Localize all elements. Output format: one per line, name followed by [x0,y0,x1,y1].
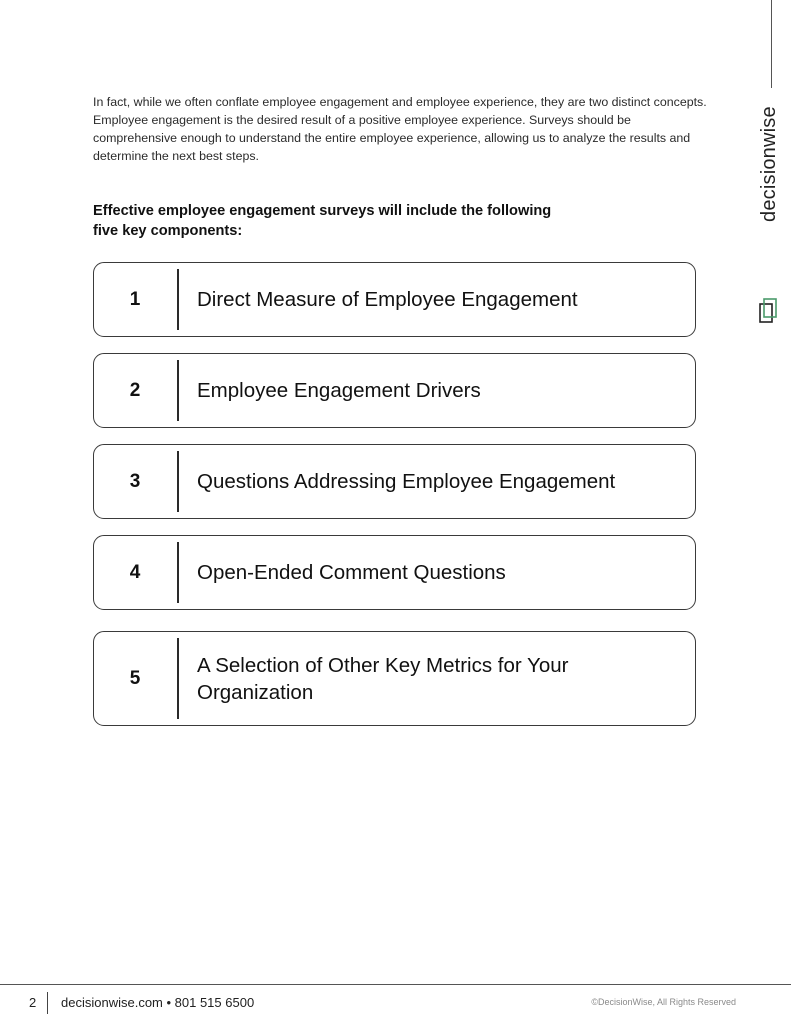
component-label: A Selection of Other Key Metrics for Your Organization [197,653,569,704]
brand-logo [754,96,784,236]
component-number: 3 [129,470,141,492]
footer-separator [47,992,48,1014]
page-number: 2 [29,995,37,1010]
brand-name: decisionwise [758,106,780,222]
component-card-5 [93,631,696,726]
component-label: Open-Ended Comment Questions [197,561,506,584]
component-label: Employee Engagement Drivers [197,379,481,402]
component-card-1 [93,262,696,337]
component-number: 1 [129,288,141,310]
top-vertical-rule [771,0,772,88]
footer-contact: decisionwise.com • 801 515 6500 [61,995,255,1010]
component-number: 4 [129,561,141,583]
card-divider [177,269,179,330]
component-card-3 [93,444,696,519]
decisionwise-mark-icon [759,298,777,324]
section-heading-line-2: five key components: [93,223,243,239]
card-divider [177,451,179,512]
section-heading [93,201,653,241]
component-number: 5 [129,667,141,689]
component-label: Questions Addressing Employee Engagement [197,470,616,493]
card-divider [177,360,179,421]
component-card-2 [93,353,696,428]
copyright-notice: ©DecisionWise, All Rights Reserved [591,997,736,1007]
footer-rule [0,984,791,985]
card-divider [177,638,179,719]
component-number: 2 [129,379,141,401]
section-heading-line-1: Effective employee engagement surveys will include the following [93,203,552,219]
component-card-4 [93,535,696,610]
intro-paragraph: In fact, while we often conflate employee engagement and employee experience, they are two distinct concepts. Employee engagement is the desired result of a positive employee experience. Surveys should be comprehensive enough to understand the entire employee experience, allowing us to analyze the results and determine the next best steps. [93,95,707,163]
component-label: Direct Measure of Employee Engagement [197,288,578,311]
card-divider [177,542,179,603]
